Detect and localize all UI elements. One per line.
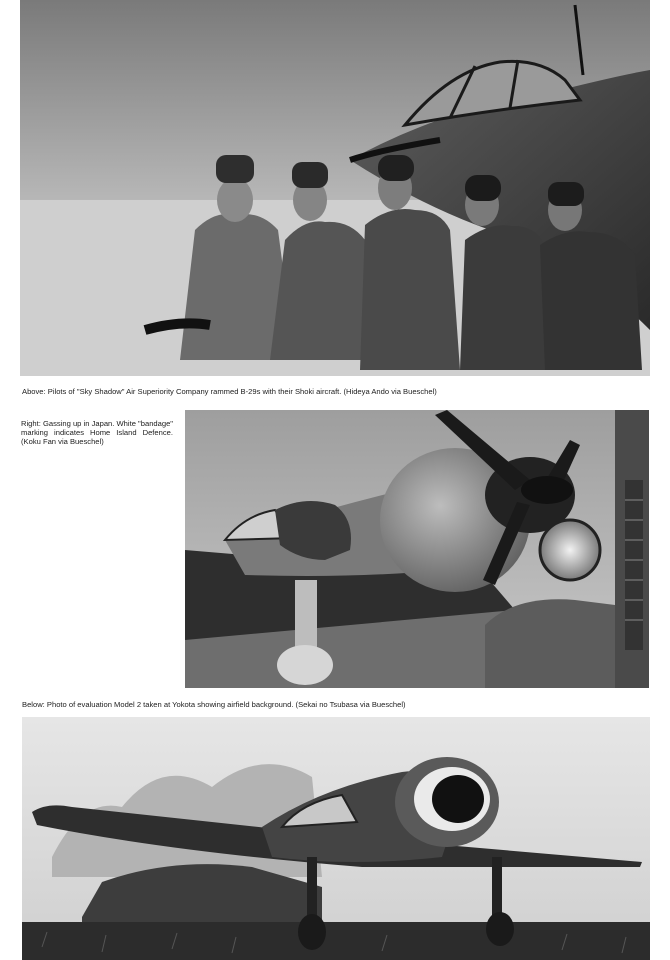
caption-top: Above: Pilots of "Sky Shadow" Air Superiority Company rammed B-29s with their Shoki aircraft. (Hideya Ando via Bueschel) <box>22 387 437 396</box>
pilots-group-photo <box>20 0 650 376</box>
airfield-photo <box>22 717 650 960</box>
caption-bottom: Below: Photo of evaluation Model 2 taken at Yokota showing airfield background. (Sekai no Tsubasa via Bueschel) <box>22 700 406 709</box>
refueling-photo <box>185 410 649 688</box>
caption-right: Right: Gassing up in Japan. White "bandage" marking indicates Home Island Defence. (Koku Fan via Bueschel) <box>21 419 173 446</box>
